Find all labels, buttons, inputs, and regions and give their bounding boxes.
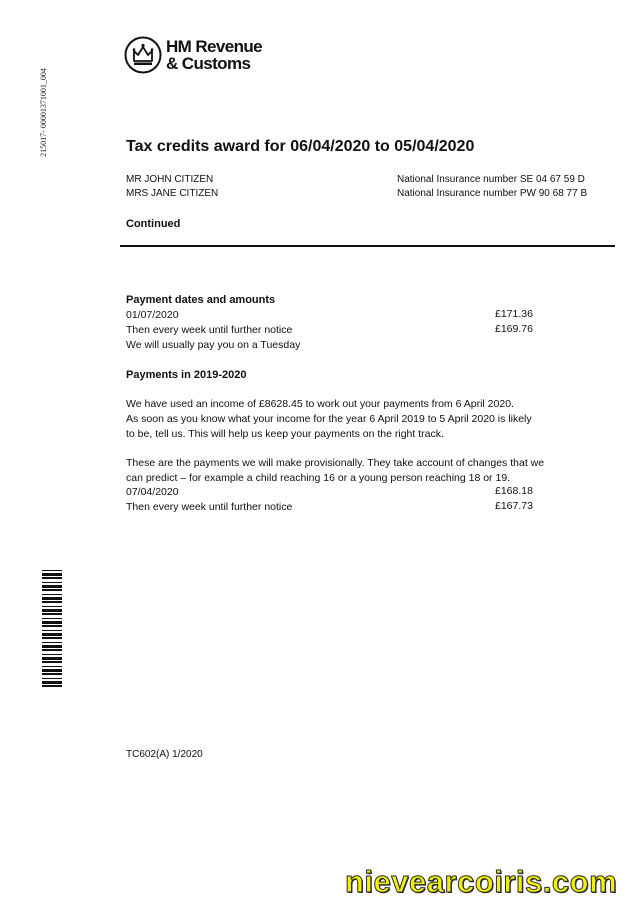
claimant-names	[126, 173, 218, 201]
barcode-bar	[42, 570, 62, 571]
barcode-bar	[42, 618, 62, 619]
barcode-bar	[42, 606, 62, 607]
provisional-row-2-label: Then every week until further notice	[126, 501, 293, 513]
ni-number-1: National Insurance number SE 04 67 59 D	[397, 174, 585, 185]
barcode-bar	[42, 594, 62, 595]
barcode-bar	[42, 685, 62, 687]
claimant-name-2: MRS JANE CITIZEN	[126, 188, 219, 199]
barcode-bar	[42, 637, 62, 639]
barcode-bar	[42, 625, 62, 627]
barcode-bar	[42, 666, 62, 667]
provisional-row-2-amount: £167.73	[495, 500, 533, 512]
barcode-bar	[42, 613, 62, 615]
crown-crest-icon	[124, 36, 162, 74]
claimant-name-1: MR JOHN CITIZEN	[126, 174, 214, 185]
provisional-row-1-amount: £168.18	[495, 485, 533, 497]
barcode-bar	[42, 630, 62, 631]
barcode-bar	[42, 577, 62, 579]
barcode-bar	[42, 657, 62, 660]
hmrc-logo	[124, 36, 274, 76]
provisional-row-1-label: 07/04/2020	[126, 486, 179, 498]
barcode-bar	[42, 621, 62, 624]
barcode-bar	[42, 681, 62, 684]
payments-2019-heading: Payments in 2019-2020	[126, 369, 247, 381]
watermark: nievearcoiris.com	[345, 864, 618, 899]
barcode-bar	[42, 589, 62, 591]
barcode-bar	[42, 673, 62, 675]
barcode-bar	[42, 642, 62, 643]
barcode-bar	[42, 585, 62, 588]
payment-row-1-amount: £171.36	[495, 308, 533, 320]
income-paragraph: We have used an income of £8628.45 to work out your payments from 6 April 2020. As soon as you know what your income for the year 6 April 2019 to 5 April 2020 is likely to be, tell us. This will help us keep your payments on the right track.	[126, 398, 532, 440]
barcode-bar	[42, 573, 62, 576]
payment-row-2-amount: £169.76	[495, 323, 533, 335]
barcode-bar	[42, 609, 62, 612]
payment-row-2-label: Then every week until further notice	[126, 324, 293, 336]
payment-dates-heading: Payment dates and amounts	[126, 294, 276, 306]
barcode-bar	[42, 661, 62, 663]
barcode-bar	[42, 654, 62, 655]
ni-number-2: National Insurance number PW 90 68 77 B	[397, 188, 588, 199]
barcode-bar	[42, 597, 62, 600]
ni-numbers	[397, 173, 587, 201]
barcode-bar	[42, 633, 62, 636]
barcode-bar	[42, 645, 62, 648]
document-reference: 215017- 00001371001_004	[38, 67, 48, 157]
barcode-bar	[42, 649, 62, 651]
barcode-bar	[42, 669, 62, 672]
logo-text: HM Revenue & Customs	[166, 37, 263, 73]
barcode	[42, 570, 68, 688]
barcode-bar	[42, 601, 62, 603]
divider	[120, 245, 615, 247]
payment-note: We will usually pay you on a Tuesday	[126, 339, 301, 351]
form-code: TC602(A) 1/2020	[126, 749, 203, 760]
continued-label: Continued	[126, 218, 181, 230]
barcode-bar	[42, 678, 62, 679]
barcode-bar	[42, 582, 62, 583]
payment-row-1-label: 01/07/2020	[126, 309, 179, 321]
page-title: Tax credits award for 06/04/2020 to 05/04/2020	[126, 138, 475, 155]
provisional-paragraph: These are the payments we will make provisionally. They take account of changes that we can predict – for example a child reaching 16 or a young person reaching 18 or 19.	[126, 457, 545, 484]
